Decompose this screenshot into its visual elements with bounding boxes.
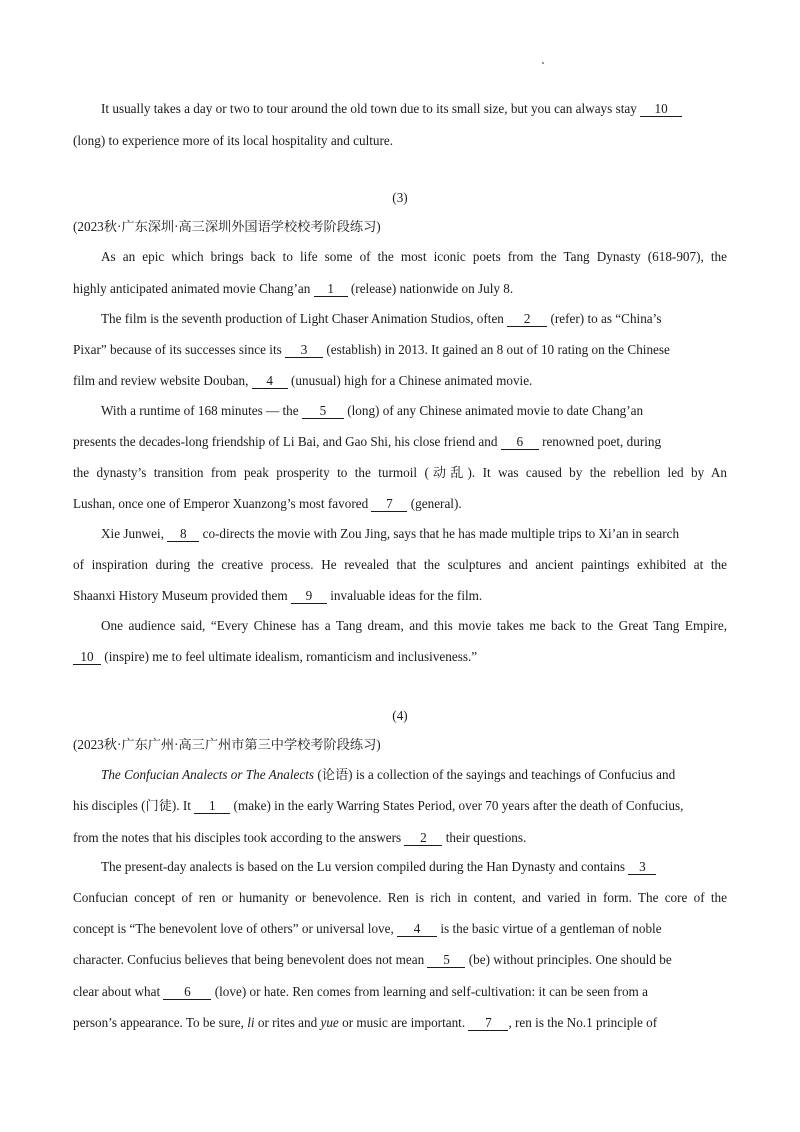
passage-source: (2023秋·广东广州·高三广州市第三中学校考阶段练习) [73, 737, 381, 752]
text-line: Lushan, once one of Emperor Xuanzong’s most favored 7 (general). [73, 496, 462, 511]
text-line: presents the decades-long friendship of Li Bai, and Gao Shi, his close friend and 6 renowned poet, during [73, 434, 662, 449]
text-line: 10 (inspire) me to feel ultimate idealism, romanticism and inclusiveness.” [73, 649, 727, 665]
blank-9: 9 [291, 589, 327, 604]
text-line: Shaanxi History Museum provided them 9 invaluable ideas for the film. [73, 588, 483, 603]
text-line: character. Confucius believes that being benevolent does not mean 5 (be) without principles. One should be [73, 952, 672, 967]
text-line: One audience said, “Every Chinese has a Tang dream, and this movie takes me back to the Great Tang Empire, [101, 618, 727, 633]
page-mark [542, 62, 544, 64]
text-line: his disciples (门徒). It 1 (make) in the early Warring States Period, over 70 years after the death of Confucius, [73, 798, 684, 813]
text-line: The Confucian Analects or The Analects (论语) is a collection of the sayings and teachings of Confucius and [101, 767, 676, 782]
text-line: clear about what 6 (love) or hate. Ren comes from learning and self-cultivation: it can be seen from a [73, 984, 648, 999]
blank-10: 10 [73, 650, 101, 665]
blank-7: 7 [371, 497, 407, 512]
text-line: film and review website Douban, 4 (unusual) high for a Chinese animated movie. [73, 373, 533, 388]
text-line: With a runtime of 168 minutes — the 5 (long) of any Chinese animated movie to date Chang’an [101, 403, 644, 418]
text-line: Pixar” because of its successes since its 3 (establish) in 2013. It gained an 8 out of 10 rating on the Chinese [73, 342, 670, 357]
blank-6: 6 [501, 435, 539, 450]
text-line: As an epic which brings back to life some of the most iconic poets from the Tang Dynasty (618-907), the [101, 249, 727, 264]
text-line: The present-day analects is based on the Lu version compiled during the Han Dynasty and contains 3 [101, 859, 727, 875]
blank-5: 5 [302, 404, 344, 419]
text-line: It usually takes a day or two to tour around the old town due to its small size, but you can always stay 10 [101, 101, 727, 117]
text-line: Confucian concept of ren or humanity or benevolence. Ren is rich in content, and varied in form. The core of the [73, 890, 727, 905]
blank-4: 4 [397, 922, 437, 937]
book-title: The Confucian Analects or The Analects [101, 767, 315, 782]
blank-3: 3 [628, 860, 656, 875]
blank-8: 8 [167, 527, 199, 542]
blank-7: 7 [468, 1016, 508, 1031]
blank-4: 4 [252, 374, 288, 389]
blank-6: 6 [163, 985, 211, 1000]
passage-number: (3) [392, 190, 408, 205]
text-line: (long) to experience more of its local hospitality and culture. [73, 133, 394, 148]
text-line: the dynasty’s transition from peak prosperity to the turmoil (动乱). It was caused by the rebellion led by An [73, 465, 727, 480]
passage-source: (2023秋·广东深圳·高三深圳外国语学校校考阶段练习) [73, 219, 381, 234]
blank-2: 2 [507, 312, 547, 327]
blank-3: 3 [285, 343, 323, 358]
term-li: li [247, 1015, 255, 1030]
text-line: highly anticipated animated movie Chang’an 1 (release) nationwide on July 8. [73, 281, 514, 296]
blank-1: 1 [194, 799, 230, 814]
text-line: of inspiration during the creative process. He revealed that the sculptures and ancient paintings exhibited at the [73, 557, 727, 572]
blank-2: 2 [404, 831, 442, 846]
term-yue: yue [320, 1015, 339, 1030]
blank-10: 10 [640, 102, 682, 117]
blank-5: 5 [427, 953, 465, 968]
text-line: from the notes that his disciples took according to the answers 2 their questions. [73, 830, 527, 845]
passage-number: (4) [392, 708, 408, 723]
text-line: concept is “The benevolent love of others” or universal love, 4 is the basic virtue of a gentleman of noble [73, 921, 662, 936]
text-line: Xie Junwei, 8 co-directs the movie with Zou Jing, says that he has made multiple trips to Xi’an in search [101, 526, 680, 541]
blank-1: 1 [314, 282, 348, 297]
text-line: person’s appearance. To be sure, li or rites and yue or music are important. 7 , ren is the No.1 principle of [73, 1015, 658, 1030]
text-line: The film is the seventh production of Light Chaser Animation Studios, often 2 (refer) to as “China’s [101, 311, 662, 326]
